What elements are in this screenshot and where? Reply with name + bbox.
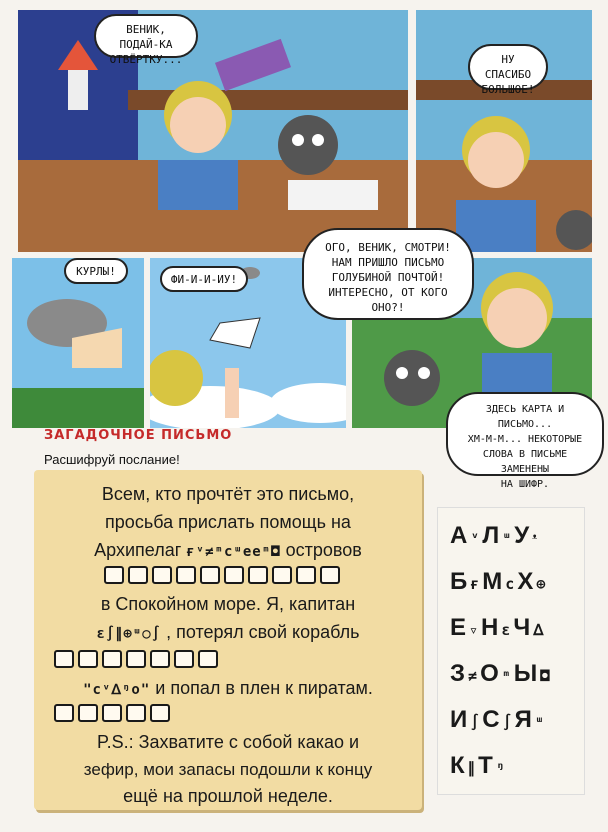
key-symbol: ◘ [540, 667, 550, 685]
key-symbol: ᐃ [533, 621, 544, 639]
letter-line-5: в Спокойном море. Я, капитан [100, 594, 356, 614]
answer-box[interactable] [272, 566, 292, 584]
key-letter: Н [481, 614, 499, 641]
answer-box[interactable] [224, 566, 244, 584]
speech-bubble-6 [446, 392, 604, 490]
key-symbol: ᵚ [534, 713, 544, 731]
key-letter: Е [450, 614, 467, 641]
answer-box[interactable] [104, 566, 124, 584]
key-letter: С [482, 706, 500, 733]
key-letter: Л [482, 522, 500, 549]
key-symbol: ᵜ [532, 529, 538, 547]
answer-box[interactable] [54, 704, 74, 722]
puzzle-title: ЗАГАДОЧНОЕ ПИСЬМО [44, 428, 233, 443]
answer-box[interactable] [150, 650, 170, 668]
bubble-1-line-1: ВЕНИК, ПОДАЙ-КА [119, 23, 173, 51]
letter-line-1: Всем, кто прочтёт это письмо, [101, 484, 355, 504]
answer-box[interactable] [248, 566, 268, 584]
letter-line-12: ещё на прошлой неделе. [123, 786, 333, 806]
key-symbol: ▿ [469, 621, 479, 639]
bubble-6-line-4: НА ШИФР. [500, 479, 550, 490]
key-letter: Х [517, 568, 534, 595]
letter-note [34, 470, 422, 810]
cipher-key [438, 508, 584, 794]
key-symbol: ∫ [502, 713, 512, 731]
puzzle-subtitle: Расшифруй послание! [44, 452, 180, 467]
answer-box[interactable] [174, 650, 194, 668]
key-symbol: ≠ [468, 667, 478, 685]
key-symbol: ᵛ [470, 529, 480, 547]
key-letter: Ы [513, 660, 538, 687]
answer-box[interactable] [78, 704, 98, 722]
panel-1-art [18, 10, 408, 252]
bubble-6-line-3: СЛОВА В ПИСЬМЕ ЗАМЕНЕНЫ [482, 449, 568, 475]
key-symbol: ∥ [467, 759, 476, 777]
key-row-1 [450, 522, 540, 550]
answer-box[interactable] [126, 704, 146, 722]
bubble-5-line-4: ИНТЕРЕСНО, ОТ КОГО ОНО?! [328, 286, 448, 314]
answer-box[interactable] [54, 650, 74, 668]
letter-line-6-end: , потерял свой корабль [166, 622, 360, 642]
letter-line-3 [34, 540, 422, 561]
bubble-1-line-2: ОТВЁРТКУ... [109, 53, 183, 66]
answer-box[interactable] [78, 650, 98, 668]
answer-boxes-3 [54, 704, 170, 722]
speech-bubble-5 [302, 228, 474, 320]
key-symbol: ᵐ [501, 667, 511, 685]
speech-bubble-2 [468, 44, 548, 96]
bubble-5-line-1: ОГО, ВЕНИК, СМОТРИ! [325, 241, 451, 254]
key-row-3 [450, 614, 547, 642]
key-letter: И [450, 706, 468, 733]
bubble-5-line-2: НАМ ПРИШЛО ПИСЬМО [331, 256, 445, 269]
letter-line-3-text: Архипелаг [94, 540, 182, 560]
key-row-4 [450, 660, 552, 688]
letter-line-8 [34, 678, 422, 699]
key-symbol: ∫ [470, 713, 480, 731]
speech-bubble-1 [94, 14, 198, 66]
letter-line-8-end: и попал в плен к пиратам. [155, 678, 373, 698]
bubble-2-line-1: НУ СПАСИБО [484, 53, 532, 81]
bubble-3-line-1: КУРЛЫ! [76, 265, 116, 278]
key-row-2 [450, 568, 548, 596]
comic-panel-1 [18, 10, 408, 252]
answer-box[interactable] [198, 650, 218, 668]
key-letter: Т [478, 752, 493, 779]
letter-line-10: P.S.: Захватите с собой какао и [96, 732, 360, 752]
key-row-6 [450, 752, 508, 780]
answer-box[interactable] [152, 566, 172, 584]
key-letter: З [450, 660, 466, 687]
bubble-6-line-1: ЗДЕСЬ КАРТА И ПИСЬМО... [485, 404, 565, 430]
bubble-6-line-2: ХМ-М-М... НЕКОТОРЫЕ [467, 434, 583, 445]
cipher-word-3: "cᵛᐃᵑo" [83, 682, 151, 698]
key-symbol: ɛ [501, 621, 511, 639]
answer-box[interactable] [320, 566, 340, 584]
bubble-2-line-2: БОЛЬШОЕ! [481, 83, 535, 96]
key-letter: А [450, 522, 468, 549]
speech-bubble-4 [160, 266, 248, 292]
bubble-5-line-3: ГОЛУБИНОЙ ПОЧТОЙ! [331, 271, 445, 284]
letter-line-3-end: островов [285, 540, 362, 560]
letter-line-11: зефир, мои запасы подошли к концу [83, 760, 373, 779]
key-symbol: c [505, 575, 515, 593]
key-letter: Ч [513, 614, 531, 641]
key-letter: О [480, 660, 499, 687]
key-symbol: ᵑ [495, 759, 505, 777]
key-symbol: ғ [470, 575, 480, 593]
key-symbol: ⊕ [536, 575, 546, 593]
answer-box[interactable] [150, 704, 170, 722]
key-symbol: ᵚ [502, 529, 512, 547]
key-row-5 [450, 706, 547, 734]
key-letter: У [514, 522, 530, 549]
bubble-4-line-1: ФИ-И-И-ИУ! [170, 273, 238, 286]
answer-box[interactable] [102, 650, 122, 668]
answer-box[interactable] [296, 566, 316, 584]
answer-box[interactable] [200, 566, 220, 584]
key-letter: Б [450, 568, 468, 595]
answer-box[interactable] [128, 566, 148, 584]
speech-bubble-3 [64, 258, 128, 284]
key-letter: Я [514, 706, 532, 733]
letter-line-6 [34, 622, 422, 643]
key-letter: К [450, 752, 465, 779]
answer-box[interactable] [176, 566, 196, 584]
answer-box[interactable] [126, 650, 146, 668]
cipher-word-1: ғᵛ≠ᵐcᵚeeᵐ◘ [186, 544, 281, 560]
key-letter: М [482, 568, 503, 595]
cipher-word-2: ɛ∫∥⊕ᵚ○∫ [96, 626, 162, 642]
answer-boxes-2 [54, 650, 218, 668]
answer-box[interactable] [102, 704, 122, 722]
letter-line-2: просьба прислать помощь на [105, 512, 351, 532]
answer-boxes-1 [104, 566, 340, 584]
